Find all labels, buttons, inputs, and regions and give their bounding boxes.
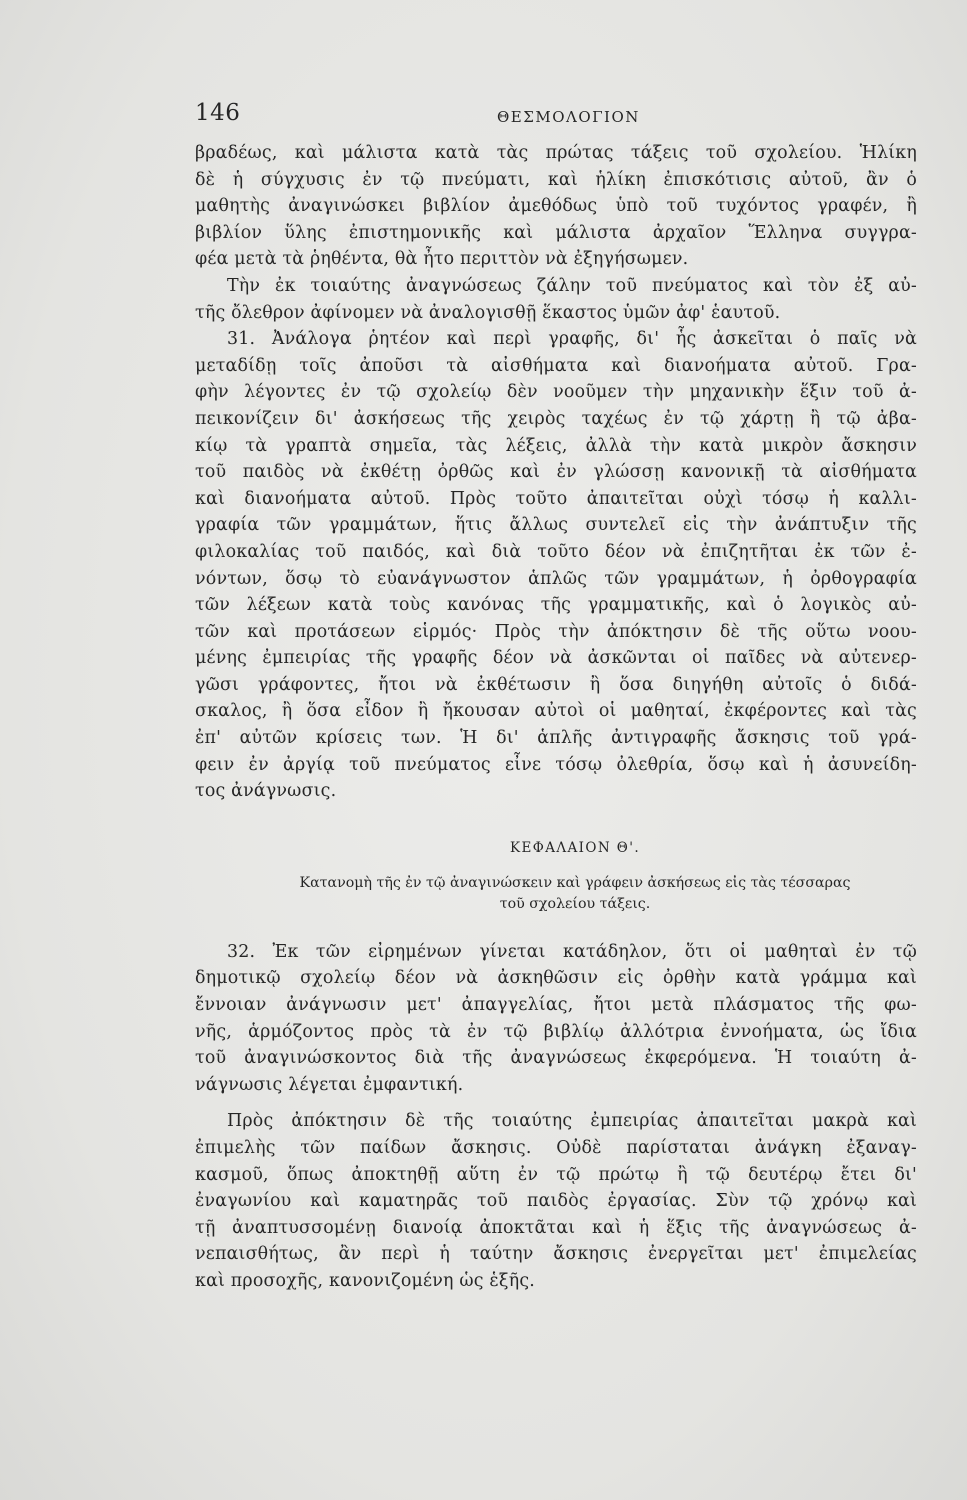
chapter-subtitle-line: Κατανομὴ τῆς ἐν τῷ ἀναγινώσκειν καὶ γράφειν ἀσκήσεως εἰς τὰς τέσσαρας xyxy=(299,874,851,891)
text-line: βραδέως, καὶ μάλιστα κατὰ τὰς πρώτας τάξεις τοῦ σχολείου. Ἡλίκη xyxy=(195,143,917,163)
text-line: μαθητὴς ἀναγινώσκει βιβλίον ἀμεθόδως ὑπὸ τοῦ τυχόντος γραφέν, ἢ xyxy=(195,196,917,217)
page-header xyxy=(195,100,915,134)
text-line: ἔννοιαν ἀνάγνωσιν μετ' ἀπαγγελίας, ἤτοι μετὰ πλάσματος τῆς φω- xyxy=(195,995,917,1016)
text-line: ἐπ' αὐτῶν κρίσεις των. Ἡ δι' ἁπλῆς ἀντιγραφῆς ἄσκησις τοῦ γρά- xyxy=(195,728,917,749)
text-line: φιλοκαλίας τοῦ παιδός, καὶ διὰ τοῦτο δέον νὰ ἐπιζητῆται ἐκ τῶν ἐ- xyxy=(195,541,917,562)
text-line: γραφία τῶν γραμμάτων, ἥτις ἄλλως συντελεῖ εἰς τὴν ἀνάπτυξιν τῆς xyxy=(195,515,917,536)
paragraph-31 xyxy=(195,326,917,805)
running-title: ΘΕΣΜΟΛΟΓΙΟΝ xyxy=(497,108,640,126)
spacer xyxy=(195,1098,917,1108)
text-line: τοῦ ἀναγινώσκοντος διὰ τῆς ἀναγνώσεως ἐκφερόμενα. Ἡ τοιαύτη ἀ- xyxy=(195,1048,917,1069)
text-line: τῆς ὄλεθρον ἀφίνομεν νὰ ἀναλογισθῇ ἕκαστος ὑμῶν ἀφ' ἑαυτοῦ. xyxy=(195,302,781,323)
paragraph-2 xyxy=(195,273,917,326)
text-line: φειν ἐν ἀργίᾳ τοῦ πνεύματος εἶνε τόσῳ ὀλεθρία, ὅσῳ καὶ ἡ ἀσυνείδη- xyxy=(195,754,917,775)
chapter-subtitle xyxy=(195,873,917,915)
text-line: δημοτικῷ σχολείῳ δέον νὰ ἀσκηθῶσιν εἰς ὀρθὴν κατὰ γράμμα καὶ xyxy=(195,968,917,989)
body-text xyxy=(195,140,917,1295)
text-line: 32. Ἐκ τῶν εἰρημένων γίνεται κατάδηλον, ὅτι οἱ μαθηταὶ ἐν τῷ xyxy=(227,941,917,962)
paragraph-32 xyxy=(195,939,917,1099)
text-line: πεικονίζειν δι' ἀσκήσεως τῆς χειρὸς ταχέως ἐν τῷ χάρτῃ ἢ τῷ ἀβα- xyxy=(195,408,917,429)
text-line: φὴν λέγοντες ἐν τῷ σχολείῳ δὲν νοοῦμεν τὴν μηχανικὴν ἕξιν τοῦ ἀ- xyxy=(195,382,917,403)
text-line: μένης ἐμπειρίας τῆς γραφῆς δέον νὰ ἀσκῶνται οἱ παῖδες νὰ αὐτενερ- xyxy=(195,648,917,669)
page-number: 146 xyxy=(195,100,241,126)
text-line: Πρὸς ἀπόκτησιν δὲ τῆς τοιαύτης ἐμπειρίας ἀπαιτεῖται μακρὰ καὶ xyxy=(227,1111,917,1132)
text-line: τος ἀνάγνωσις. xyxy=(195,781,337,802)
text-line: τῇ ἀναπτυσσομένῃ διανοίᾳ ἀποκτᾶται καὶ ἡ ἕξις τῆς ἀναγνώσεως ἀ- xyxy=(195,1217,917,1238)
text-line: γῶσι γράφοντες, ἤτοι νὰ ἐκθέτωσιν ἢ ὅσα διηγήθη αὐτοῖς ὁ διδά- xyxy=(195,674,917,695)
paragraph-5 xyxy=(195,1108,917,1294)
text-line: καὶ προσοχῆς, κανονιζομένη ὡς ἑξῆς. xyxy=(195,1270,535,1291)
text-line: νόντων, ὅσῳ τὸ εὐανάγνωστον ἁπλῶς τῶν γραμμάτων, ἡ ὀρθογραφία xyxy=(195,568,917,589)
text-line: τῶν λέξεων κατὰ τοὺς κανόνας τῆς γραμματικῆς, καὶ ὁ λογικὸς αὐ- xyxy=(195,595,917,616)
spacer xyxy=(195,915,917,939)
text-line: σκαλος, ἢ ὅσα εἶδον ἢ ἤκουσαν αὐτοὶ οἱ μαθηταί, ἐκφέροντες καὶ τὰς xyxy=(195,701,917,722)
text-line: Τὴν ἐκ τοιαύτης ἀναγνώσεως ζάλην τοῦ πνεύματος καὶ τὸν ἐξ αὐ- xyxy=(227,275,917,296)
text-line: τῶν καὶ προτάσεων εἱρμός· Πρὸς τὴν ἀπόκτησιν δὲ τῆς οὕτω νοου- xyxy=(195,621,917,642)
text-line: νάγνωσις λέγεται ἐμφαντική. xyxy=(195,1074,464,1095)
text-line: νῆς, ἁρμόζοντος πρὸς τὰ ἐν τῷ βιβλίῳ ἀλλότρια ἐννοήματα, ὡς ἴδια xyxy=(195,1021,917,1042)
chapter-heading: ΚΕΦΑΛΑΙΟΝ Θ'. xyxy=(509,839,641,856)
text-line: ἐπιμελὴς τῶν παίδων ἄσκησις. Οὐδὲ παρίσταται ἀνάγκη ἐξαναγ- xyxy=(195,1138,917,1158)
text-line: νεπαισθήτως, ἂν περὶ ἡ ταύτην ἄσκησις ἐνεργεῖται μετ' ἐπιμελείας xyxy=(195,1244,917,1265)
text-line: φέα μετὰ τὰ ῥηθέντα, θὰ ἦτο περιττὸν νὰ ἐξηγήσωμεν. xyxy=(195,249,689,270)
paragraph-1 xyxy=(195,140,917,273)
text-line: τοῦ παιδὸς νὰ ἐκθέτῃ ὀρθῶς καὶ ἐν γλώσσῃ κανονικῇ τὰ αἰσθήματα xyxy=(195,462,917,483)
text-line: βιβλίον ὕλης ἐπιστημονικῆς καὶ μάλιστα ἀρχαῖον Ἕλληνα συγγρα- xyxy=(195,222,917,243)
text-line: καὶ διανοήματα αὐτοῦ. Πρὸς τοῦτο ἀπαιτεῖται οὐχὶ τόσῳ ἡ καλλι- xyxy=(195,488,917,509)
text-line: δὲ ἡ σύγχυσις ἐν τῷ πνεύματι, καὶ ἡλίκη ἐπισκότισις αὐτοῦ, ἂν ὁ xyxy=(195,169,917,190)
text-line: μεταδίδῃ τοῖς ἀποῦσι τὰ αἰσθήματα καὶ διανοήματα αὐτοῦ. Γρα- xyxy=(195,355,917,376)
chapter-subtitle-line: τοῦ σχολείου τάξεις. xyxy=(499,895,651,912)
text-line: 31. Ἀνάλογα ῥητέον καὶ περὶ γραφῆς, δι' ἧς ἀσκεῖται ὁ παῖς νὰ xyxy=(227,329,917,350)
text-line: κίῳ τὰ γραπτὰ σημεῖα, τὰς λέξεις, ἀλλὰ τὴν κατὰ μικρὸν ἄσκησιν xyxy=(195,435,917,456)
text-line: κασμοῦ, ὅπως ἀποκτηθῇ αὕτη ἐν τῷ πρώτῳ ἢ τῷ δευτέρῳ ἔτει δι' xyxy=(195,1164,917,1185)
text-line: ἐναγωνίου καὶ καματηρᾶς τοῦ παιδὸς ἐργασίας. Σὺν τῷ χρόνῳ καὶ xyxy=(195,1191,917,1212)
